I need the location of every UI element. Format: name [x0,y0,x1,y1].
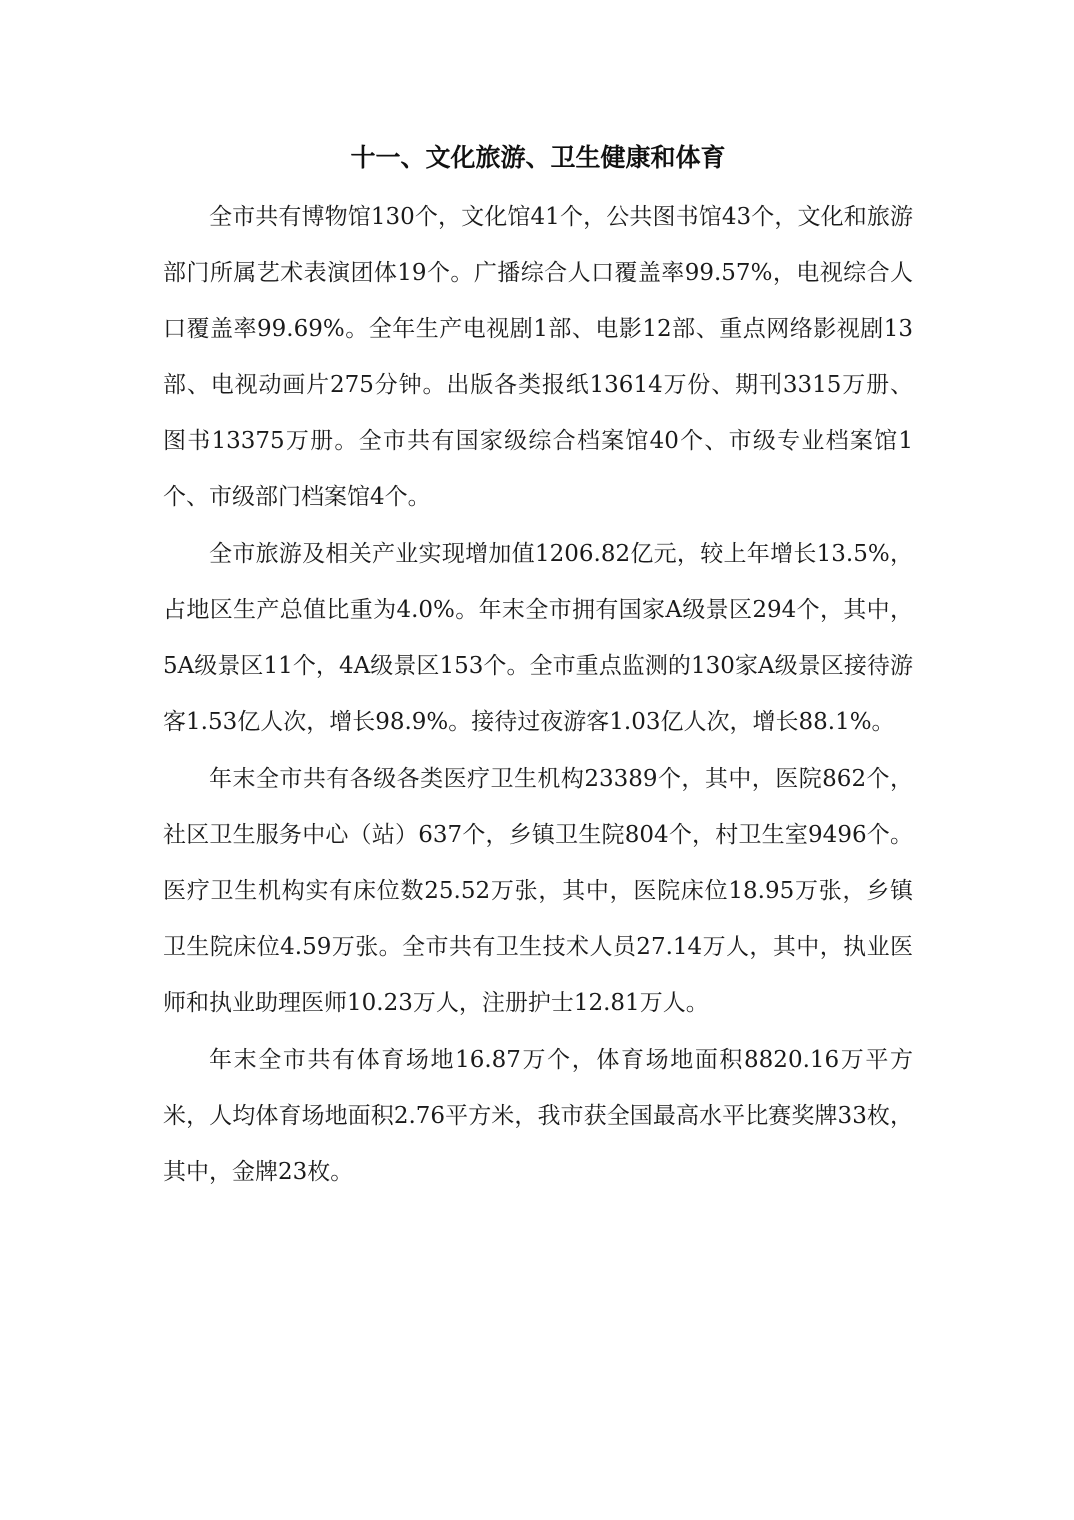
paragraph-health: 年末全市共有各级各类医疗卫生机构23389个，其中，医院862个，社区卫生服务中心（站）637个，乡镇卫生院804个，村卫生室9496个。医疗卫生机构实有床位数25.52万张，其中，医院床位18.95万张，乡镇卫生院床位4.59万张。全市共有卫生技术人员27.14万人，其中，执业医师和执业助理医师10.23万人，注册护士12.81万人。 [163,766,913,1016]
paragraph-culture: 全市共有博物馆130个，文化馆41个，公共图书馆43个，文化和旅游部门所属艺术表演团体19个。广播综合人口覆盖率99.57%，电视综合人口覆盖率99.69%。全年生产电视剧1部、电影12部、重点网络影视剧13部、电视动画片275分钟。出版各类报纸13614万份、期刊3315万册、图书13375万册。全市共有国家级综合档案馆40个、市级专业档案馆1个、市级部门档案馆4个。 [163,204,913,510]
document-body [163,138,913,1201]
section-title: 十一、文化旅游、卫生健康和体育 [350,143,726,172]
paragraph-sports: 年末全市共有体育场地16.87万个，体育场地面积8820.16万平方米，人均体育场地面积2.76平方米，我市获全国最高水平比赛奖牌33枚，其中，金牌23枚。 [163,1047,913,1185]
paragraph-tourism: 全市旅游及相关产业实现增加值1206.82亿元，较上年增长13.5%，占地区生产总值比重为4.0%。年末全市拥有国家A级景区294个，其中，5A级景区11个，4A级景区153个。全市重点监测的130家A级景区接待游客1.53亿人次，增长98.9%。接待过夜游客1.03亿人次，增长88.1%。 [163,541,913,735]
